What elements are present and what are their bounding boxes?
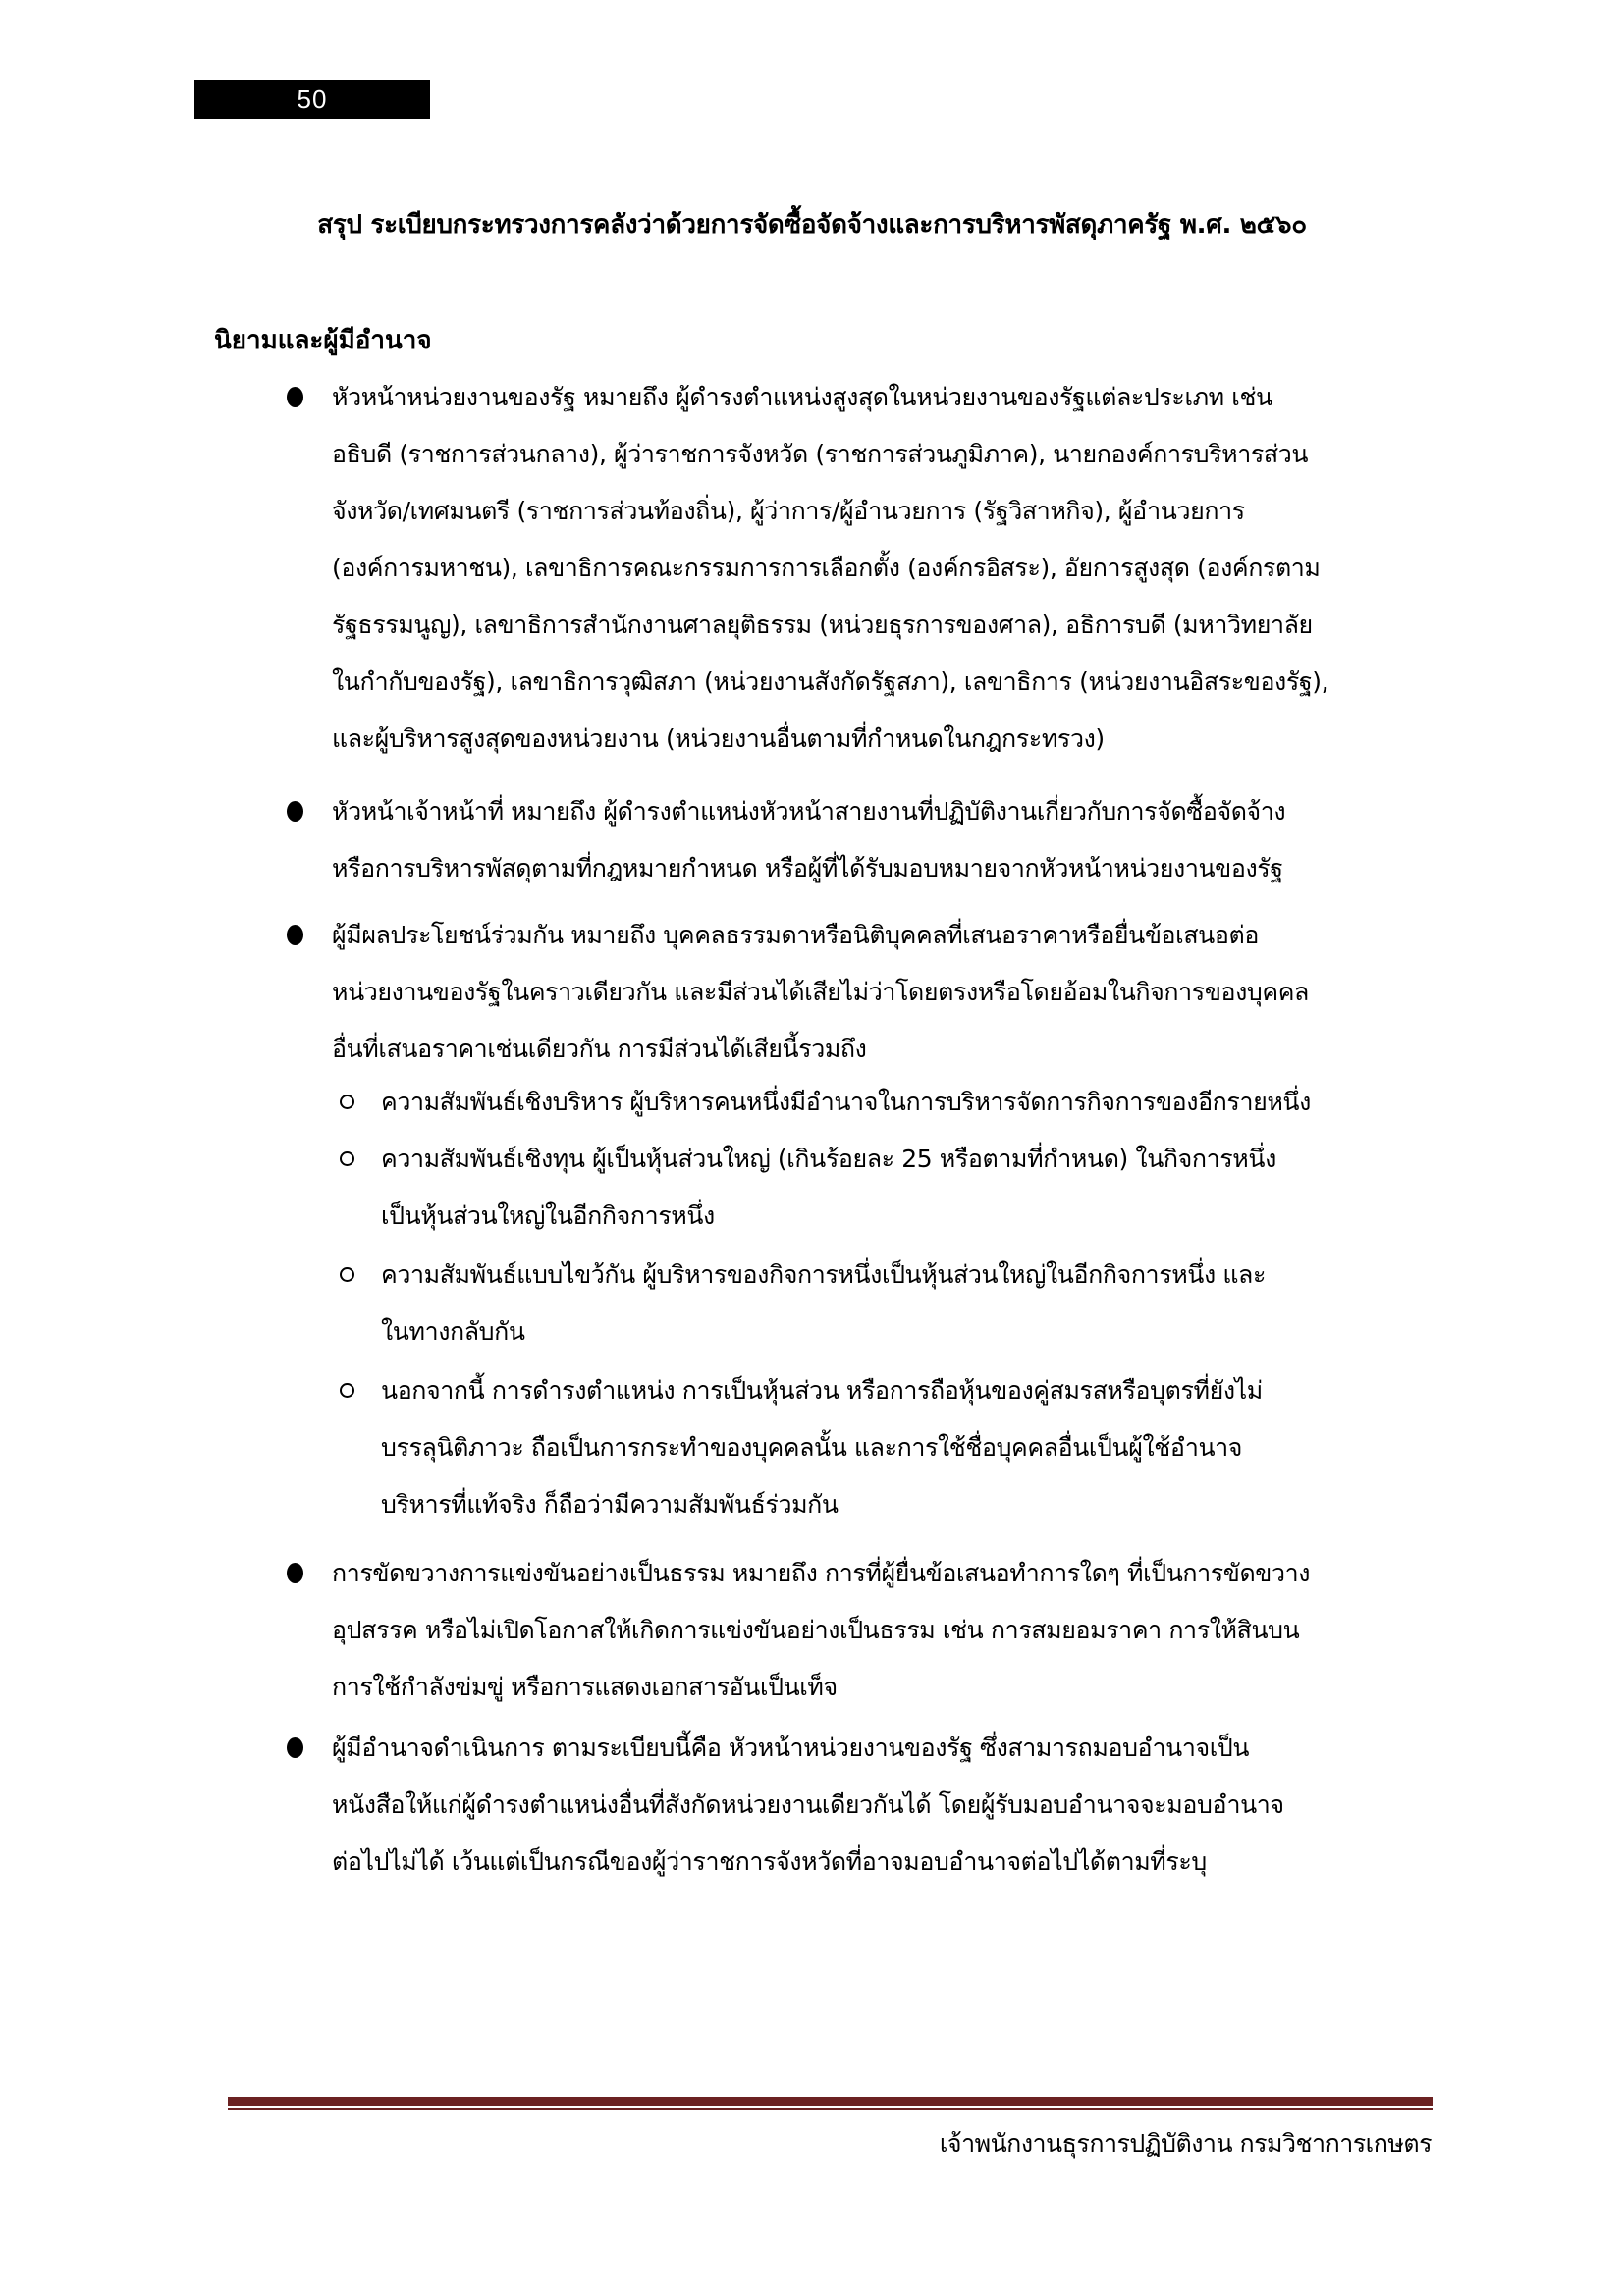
definition-item: [332, 1720, 1451, 1891]
text-line: ความสัมพันธ์เชิงทุน ผู้เป็นหุ้นส่วนใหญ่ (เกินร้อยละ 25 หรือตามที่กำหนด) ในกิจการหนึ่ง: [381, 1145, 1276, 1173]
document-title: สรุป ระเบียบกระทรวงการคลังว่าด้วยการจัดซื้อจัดจ้างและการบริหารพัสดุภาครัฐ พ.ศ. ๒๕๖๐: [317, 210, 1307, 240]
text-line: บริหารที่แท้จริง ก็ถือว่ามีความสัมพันธ์ร่วมกัน: [381, 1490, 839, 1519]
footer-divider-thick: [228, 2097, 1433, 2106]
text-line: นอกจากนี้ การดำรงตำแหน่ง การเป็นหุ้นส่วน หรือการถือหุ้นของคู่สมรสหรือบุตรที่ยังไม่: [381, 1376, 1263, 1405]
text-line: บรรลุนิติภาวะ ถือเป็นการกระทำของบุคคลนั้น และการใช้ชื่อบุคคลอื่นเป็นผู้ใช้อำนาจ: [381, 1433, 1243, 1462]
text-line: อธิบดี (ราชการส่วนกลาง), ผู้ว่าราชการจังหวัด (ราชการส่วนภูมิภาค), นายกองค์การบริหารส่วน: [332, 440, 1309, 468]
footer-divider-thin: [228, 2108, 1433, 2110]
definition-item: [332, 907, 1451, 1078]
bullet-icon: [287, 1737, 303, 1758]
section-heading: นิยามและผู้มีอำนาจ: [214, 326, 432, 355]
text-line: จังหวัด/เทศมนตรี (ราชการส่วนท้องถิ่น), ผู้ว่าการ/ผู้อำนวยการ (รัฐวิสาหกิจ), ผู้อำนวยการ: [332, 497, 1245, 525]
hollow-bullet-icon: [340, 1383, 354, 1398]
text-line: หัวหน้าหน่วยงานของรัฐ หมายถึง ผู้ดำรงตำแหน่งสูงสุดในหน่วยงานของรัฐแต่ละประเภท เช่น: [332, 383, 1272, 411]
page-number: 50: [297, 84, 328, 114]
text-line: ต่อไปไม่ได้ เว้นแต่เป็นกรณีของผู้ว่าราชการจังหวัดที่อาจมอบอำนาจต่อไปได้ตามที่ระบุ: [332, 1847, 1207, 1876]
definition-item: [332, 783, 1451, 897]
hollow-bullet-icon: [340, 1267, 354, 1282]
bullet-icon: [287, 801, 303, 822]
text-line: รัฐธรรมนูญ), เลขาธิการสำนักงานศาลยุติธรรม (หน่วยธุรการของศาล), อธิการบดี (มหาวิทยาลัย: [332, 611, 1313, 639]
text-line: หรือการบริหารพัสดุตามที่กฎหมายกำหนด หรือผู้ที่ได้รับมอบหมายจากหัวหน้าหน่วยงานของรัฐ: [332, 854, 1283, 882]
hollow-bullet-icon: [340, 1151, 354, 1166]
text-line: การขัดขวางการแข่งขันอย่างเป็นธรรม หมายถึง การที่ผู้ยื่นข้อเสนอทำการใดๆ ที่เป็นการขัดขวาง: [332, 1559, 1311, 1587]
bullet-icon: [287, 1563, 303, 1583]
text-line: ความสัมพันธ์เชิงบริหาร ผู้บริหารคนหนึ่งมีอำนาจในการบริหารจัดการกิจการของอีกรายหนึ่ง: [381, 1088, 1311, 1116]
text-line: ผู้มีอำนาจดำเนินการ ตามระเบียบนี้คือ หัวหน้าหน่วยงานของรัฐ ซึ่งสามารถมอบอำนาจเป็น: [332, 1734, 1250, 1762]
sub-item: [381, 1247, 1451, 1361]
hollow-bullet-icon: [340, 1095, 354, 1109]
text-line: การใช้กำลังข่มขู่ หรือการแสดงเอกสารอันเป็นเท็จ: [332, 1673, 838, 1701]
definition-item: [332, 369, 1451, 768]
text-line: ในกำกับของรัฐ), เลขาธิการวุฒิสภา (หน่วยงานสังกัดรัฐสภา), เลขาธิการ (หน่วยงานอิสระของรัฐ),: [332, 667, 1329, 696]
sub-item: [381, 1362, 1451, 1533]
footer-divider: [228, 2097, 1433, 2110]
text-line: (องค์การมหาชน), เลขาธิการคณะกรรมการการเลือกตั้ง (องค์กรอิสระ), อัยการสูงสุด (องค์กรตาม: [332, 554, 1321, 582]
text-line: อุปสรรค หรือไม่เปิดโอกาสให้เกิดการแข่งขันอย่างเป็นธรรม เช่น การสมยอมราคา การให้สินบน: [332, 1616, 1300, 1644]
text-line: ความสัมพันธ์แบบไขว้กัน ผู้บริหารของกิจการหนึ่งเป็นหุ้นส่วนใหญ่ในอีกกิจการหนึ่ง และ: [381, 1260, 1267, 1289]
text-line: และผู้บริหารสูงสุดของหน่วยงาน (หน่วยงานอื่นตามที่กำหนดในกฎกระทรวง): [332, 724, 1105, 753]
text-line: ในทางกลับกัน: [381, 1317, 525, 1346]
page-number-box: [194, 80, 430, 119]
text-line: หน่วยงานของรัฐในคราวเดียวกัน และมีส่วนได้เสียไม่ว่าโดยตรงหรือโดยอ้อมในกิจการของบุคคล: [332, 978, 1309, 1006]
text-line: อื่นที่เสนอราคาเช่นเดียวกัน การมีส่วนได้เสียนี้รวมถึง: [332, 1035, 867, 1063]
text-line: ผู้มีผลประโยชน์ร่วมกัน หมายถึง บุคคลธรรมดาหรือนิติบุคคลที่เสนอราคาหรือยื่นข้อเสนอต่อ: [332, 921, 1259, 949]
text-line: หนังสือให้แก่ผู้ดำรงตำแหน่งอื่นที่สังกัดหน่วยงานเดียวกันได้ โดยผู้รับมอบอำนาจจะมอบอำนาจ: [332, 1790, 1284, 1819]
sub-item: [381, 1131, 1451, 1245]
text-line: หัวหน้าเจ้าหน้าที่ หมายถึง ผู้ดำรงตำแหน่งหัวหน้าสายงานที่ปฏิบัติงานเกี่ยวกับการจัดซื้อจัดจ้าง: [332, 797, 1286, 826]
sub-item: [381, 1074, 1451, 1131]
text-line: เป็นหุ้นส่วนใหญ่ในอีกกิจการหนึ่ง: [381, 1201, 715, 1230]
footer-text: เจ้าพนักงานธุรการปฏิบัติงาน กรมวิชาการเกษตร: [939, 2129, 1432, 2158]
bullet-icon: [287, 387, 303, 407]
bullet-icon: [287, 925, 303, 945]
definition-item: [332, 1545, 1451, 1716]
